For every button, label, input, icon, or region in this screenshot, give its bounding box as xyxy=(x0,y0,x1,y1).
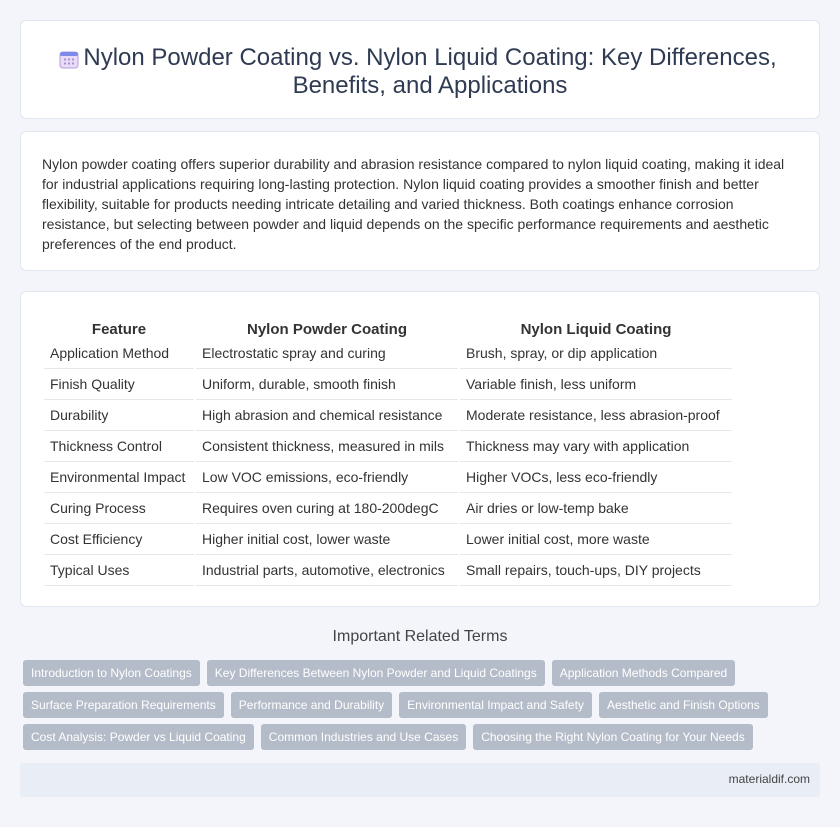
title-line-1: Nylon Powder Coating vs. Nylon Liquid Coating: Key Differences, xyxy=(83,44,777,71)
table-cell: Finish Quality xyxy=(44,369,194,400)
tag-link[interactable]: Surface Preparation Requirements xyxy=(23,692,224,718)
table-cell: Uniform, durable, smooth finish xyxy=(196,369,458,400)
table-cell: Moderate resistance, less abrasion-proof xyxy=(460,400,732,431)
table-row xyxy=(44,462,732,493)
header-liquid: Nylon Liquid Coating xyxy=(520,321,672,338)
table-cell: Curing Process xyxy=(44,493,194,524)
tag-link[interactable]: Cost Analysis: Powder vs Liquid Coating xyxy=(23,724,254,750)
comparison-card xyxy=(20,291,820,607)
intro-card xyxy=(20,131,820,271)
tag-row xyxy=(23,692,783,718)
tag-link[interactable]: Key Differences Between Nylon Powder and Liquid Coatings xyxy=(207,660,545,686)
related-terms-list xyxy=(23,660,783,756)
tag-link[interactable]: Performance and Durability xyxy=(231,692,392,718)
table-cell: Air dries or low-temp bake xyxy=(460,493,732,524)
table-cell: Environmental Impact xyxy=(44,462,194,493)
header-powder: Nylon Powder Coating xyxy=(246,321,407,338)
tag-link[interactable]: Application Methods Compared xyxy=(552,660,735,686)
table-cell: High abrasion and chemical resistance xyxy=(196,400,458,431)
table-cell: Thickness may vary with application xyxy=(460,431,732,462)
table-cell: Cost Efficiency xyxy=(44,524,194,555)
table-cell: Requires oven curing at 180-200degC xyxy=(196,493,458,524)
title-line-2: Benefits, and Applications xyxy=(292,72,568,99)
tag-link[interactable]: Environmental Impact and Safety xyxy=(399,692,592,718)
tag-link[interactable]: Common Industries and Use Cases xyxy=(261,724,466,750)
table-cell: Higher VOCs, less eco-friendly xyxy=(460,462,732,493)
tag-link[interactable]: Introduction to Nylon Coatings xyxy=(23,660,200,686)
table-cell: Thickness Control xyxy=(44,431,194,462)
table-cell: Industrial parts, automotive, electronics xyxy=(196,555,458,586)
table-row xyxy=(44,431,732,462)
table-cell: Brush, spray, or dip application xyxy=(460,338,732,369)
tag-link[interactable]: Aesthetic and Finish Options xyxy=(599,692,768,718)
table-row xyxy=(44,400,732,431)
title-card xyxy=(20,20,820,119)
tag-row xyxy=(23,660,783,686)
comparison-table xyxy=(42,314,734,586)
table-row xyxy=(44,369,732,400)
related-terms-heading: Important Related Terms xyxy=(332,628,508,645)
table-row xyxy=(44,524,732,555)
table-cell: Consistent thickness, measured in mils xyxy=(196,431,458,462)
table-row xyxy=(44,555,732,586)
table-cell: Durability xyxy=(44,400,194,431)
table-cell: Small repairs, touch-ups, DIY projects xyxy=(460,555,732,586)
table-cell: Variable finish, less uniform xyxy=(460,369,732,400)
table-cell: Application Method xyxy=(44,338,194,369)
intro-paragraph: Nylon powder coating offers superior durability and abrasion resistance compared to nylon liquid coating, making it ideal for industrial applications requiring long-lasting protection. Nylon liquid coating provides a smoother finish and better flexibility, suitable for products needing intricate detailing and varied thickness. Both coatings enhance corrosion resistance, but selecting between powder and liquid depends on the specific performance requirements and aesthetic preferences of the end product. xyxy=(42,156,785,252)
footer-site-link[interactable]: materialdif.com xyxy=(728,772,810,786)
tag-row xyxy=(23,724,783,750)
page-title xyxy=(61,44,799,100)
table-cell: Higher initial cost, lower waste xyxy=(196,524,458,555)
header-feature: Feature xyxy=(91,321,147,338)
table-cell: Typical Uses xyxy=(44,555,194,586)
footer xyxy=(20,763,820,797)
table-header-row xyxy=(44,314,732,338)
tag-link[interactable]: Choosing the Right Nylon Coating for Your Needs xyxy=(473,724,753,750)
table-row xyxy=(44,338,732,369)
table-cell: Lower initial cost, more waste xyxy=(460,524,732,555)
table-cell: Electrostatic spray and curing xyxy=(196,338,458,369)
table-cell: Low VOC emissions, eco-friendly xyxy=(196,462,458,493)
table-row xyxy=(44,493,732,524)
